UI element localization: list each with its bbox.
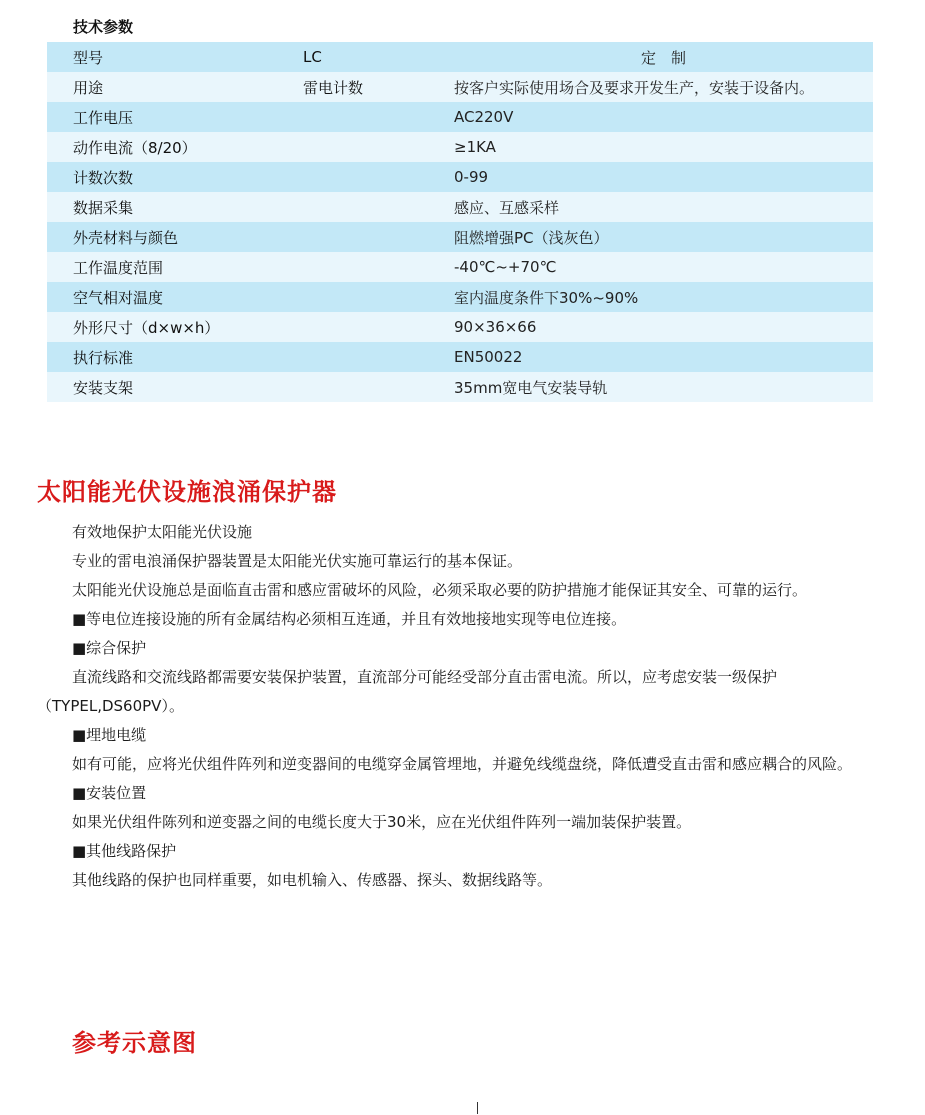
table-row	[47, 162, 873, 192]
paragraph: 直流线路和交流线路都需要安装保护装置，直流部分可能经受部分直击雷电流。所以，应考虑安装一级保护（TYPEL,DS60PV）。	[37, 668, 778, 715]
spec-param-model: LC	[303, 48, 322, 66]
spec-param-name: 空气相对温度	[73, 288, 164, 307]
table-row	[47, 102, 873, 132]
spec-param-name: 安装支架	[73, 378, 134, 397]
spec-param-name: 型号	[73, 48, 104, 67]
paragraph: ■综合保护	[72, 639, 147, 657]
table-row	[47, 222, 873, 252]
solar-section-body	[37, 518, 887, 895]
paragraph: ■等电位连接设施的所有金属结构必须相互连通，并且有效地接地实现等电位连接。	[72, 610, 627, 628]
paragraph: ■安装位置	[72, 784, 147, 802]
spec-param-name: 执行标准	[73, 348, 134, 367]
paragraph: ■其他线路保护	[72, 842, 177, 860]
paragraph: 有效地保护太阳能光伏设施	[72, 523, 253, 541]
spec-param-model	[303, 372, 454, 402]
spec-param-model	[303, 222, 454, 252]
spec-param-model	[303, 162, 454, 192]
solar-section-title: 太阳能光伏设施浪涌保护器	[37, 478, 337, 506]
table-row	[47, 372, 873, 402]
spec-param-model	[303, 102, 454, 132]
spec-param-model	[303, 252, 454, 282]
spec-param-name: 动作电流（8/20）	[73, 138, 197, 157]
table-row	[47, 192, 873, 222]
table-row	[47, 72, 873, 102]
spec-param-name: 工作温度范围	[73, 258, 164, 277]
spec-param-value: 35mm宽电气安装导轨	[454, 378, 608, 397]
spec-param-name: 数据采集	[73, 198, 134, 217]
diagram-section-title: 参考示意图	[72, 1029, 197, 1057]
paragraph: ■埋地电缆	[72, 726, 147, 744]
paragraph: 太阳能光伏设施总是面临直击雷和感应雷破坏的风险，必须采取必要的防护措施才能保证其安全、可靠的运行。	[72, 581, 808, 599]
table-row	[47, 312, 873, 342]
spec-param-value: AC220V	[454, 108, 514, 126]
spec-param-model	[303, 192, 454, 222]
page-divider-mark	[477, 1102, 478, 1114]
spec-param-model: 雷电计数	[303, 78, 364, 97]
paragraph: 如果光伏组件陈列和逆变器之间的电缆长度大于30米，应在光伏组件阵列一端加装保护装置。	[72, 813, 692, 831]
table-row	[47, 252, 873, 282]
spec-param-value: 感应、互感采样	[454, 198, 560, 217]
table-row	[47, 42, 873, 72]
table-row	[47, 282, 873, 312]
spec-param-name: 计数次数	[73, 168, 134, 187]
spec-table	[47, 42, 873, 402]
spec-param-value: EN50022	[454, 348, 523, 366]
spec-param-model	[303, 342, 454, 372]
spec-param-value: 90×36×66	[454, 318, 537, 336]
spec-param-model	[303, 282, 454, 312]
spec-section-label: 技术参数	[73, 18, 134, 36]
paragraph: 专业的雷电浪涌保护器装置是太阳能光伏实施可靠运行的基本保证。	[72, 552, 523, 570]
paragraph: 其他线路的保护也同样重要，如电机输入、传感器、探头、数据线路等。	[72, 871, 553, 889]
spec-param-value: 阻燃增强PC（浅灰色）	[454, 228, 609, 247]
spec-param-model	[303, 132, 454, 162]
table-row	[47, 132, 873, 162]
spec-param-name: 用途	[73, 78, 104, 97]
spec-param-name: 外形尺寸（d×w×h）	[73, 318, 220, 337]
spec-param-value: ≥1KA	[454, 138, 496, 156]
spec-param-value: 定 制	[640, 48, 686, 67]
table-row	[47, 342, 873, 372]
spec-param-name: 工作电压	[73, 108, 134, 127]
paragraph: 如有可能，应将光伏组件阵列和逆变器间的电缆穿金属管埋地，并避免线缆盘绕，降低遭受直击雷和感应耦合的风险。	[72, 755, 853, 773]
spec-param-value: 按客户实际使用场合及要求开发生产，安装于设备内。	[454, 78, 815, 97]
spec-param-name: 外壳材料与颜色	[73, 228, 179, 247]
spec-param-model	[303, 312, 454, 342]
spec-param-value: 室内温度条件下30%~90%	[454, 288, 639, 307]
spec-param-value: -40℃~+70℃	[454, 258, 557, 276]
spec-param-value: 0-99	[454, 168, 489, 186]
